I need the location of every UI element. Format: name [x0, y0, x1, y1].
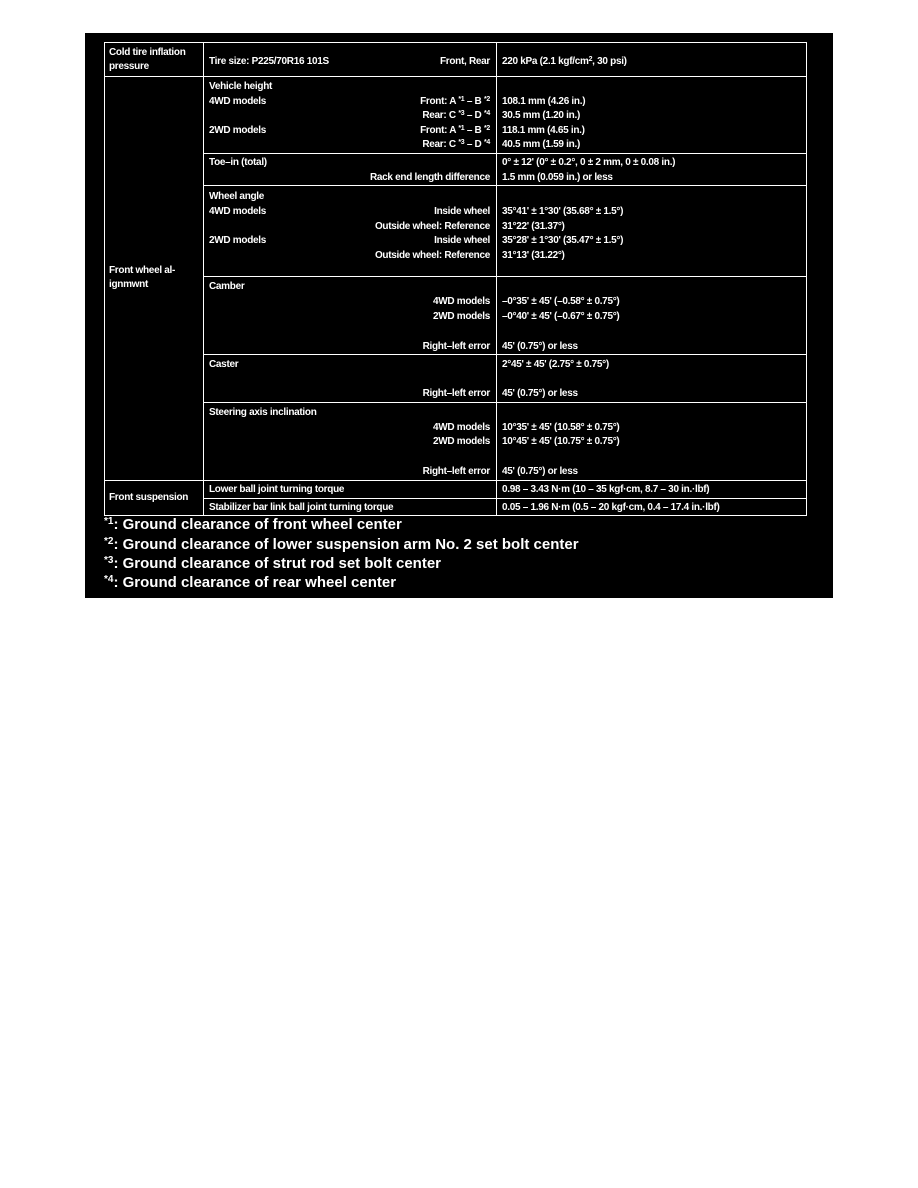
lower-ball-joint-value: 0.98 – 3.43 N·m (10 – 35 kgf·cm, 8.7 – 30 in.·lbf) — [502, 484, 710, 495]
steering-axis-right-left-value: 45' (0.75°) or less — [502, 466, 578, 477]
column-divider-2 — [496, 43, 497, 515]
wheel-angle-4wd-inside: Inside wheel — [434, 206, 490, 217]
toe-in-label: Toe–in (total) — [209, 157, 267, 168]
rack-end-label: Rack end length difference — [369, 172, 490, 183]
vehicle-height-2wd-rear-value: 40.5 mm (1.59 in.) — [502, 139, 580, 150]
vehicle-height-4wd-rear: Rear: C $^{*3}$ – D $^{*4}$ — [422, 110, 490, 121]
steering-axis-right-left-error: Right–left error — [422, 466, 490, 477]
camber-heading: Camber — [209, 281, 245, 292]
camber-4wd-value: –0°35' ± 45' (–0.58° ± 0.75°) — [502, 296, 620, 307]
stabilizer-link-value: 0.05 – 1.96 N·m (0.5 – 20 kgf·cm, 0.4 – 17.4 in.·lbf) — [502, 502, 720, 513]
row-divider-wheel-angle — [203, 276, 806, 277]
caster-heading: Caster — [209, 359, 239, 370]
wheel-angle-2wd-outside-value: 31°13' (31.22°) — [502, 250, 565, 261]
camber-2wd-value: –0°40' ± 45' (–0.67° ± 0.75°) — [502, 311, 620, 322]
steering-axis-2wd: 2WD models — [432, 436, 490, 447]
steering-axis-2wd-value: 10°45' ± 45' (10.75° ± 0.75°) — [502, 436, 620, 447]
footnote-4: $^{*4}$: Ground clearance of rear wheel center — [104, 574, 397, 591]
front-wheel-alignment-label-line1: Front wheel al- — [109, 265, 176, 276]
specification-table — [104, 42, 807, 516]
wheel-angle-heading: Wheel angle — [209, 191, 265, 202]
front-suspension-label: Front suspension — [109, 492, 189, 503]
wheel-angle-4wd-outside-value: 31°22' (31.37°) — [502, 221, 565, 232]
toe-in-value: 0° ± 12' (0° ± 0.2°, 0 ± 2 mm, 0 ± 0.08 in.) — [502, 157, 676, 168]
wheel-angle-2wd-outside: Outside wheel: Reference — [374, 250, 490, 261]
wheel-angle-2wd-inside: Inside wheel — [434, 235, 490, 246]
vehicle-height-2wd: 2WD models — [209, 125, 267, 136]
vehicle-height-2wd-front: Front: A $^{*1}$ – B $^{*2}$ — [420, 125, 490, 136]
wheel-angle-4wd-outside: Outside wheel: Reference — [374, 221, 490, 232]
front-wheel-alignment-label-line2: ignmwnt — [109, 279, 149, 290]
wheel-angle-2wd-inside-value: 35°28' ± 1°30' (35.47° ± 1.5°) — [502, 235, 624, 246]
caster-right-left-value: 45' (0.75°) or less — [502, 388, 578, 399]
camber-2wd: 2WD models — [432, 311, 490, 322]
camber-right-left-value: 45' (0.75°) or less — [502, 341, 578, 352]
caster-right-left-error: Right–left error — [422, 388, 490, 399]
vehicle-height-4wd: 4WD models — [209, 96, 267, 107]
footnote-1: $^{*1}$: Ground clearance of front wheel center — [104, 516, 402, 533]
row-divider-suspension — [203, 498, 806, 499]
vehicle-height-4wd-rear-value: 30.5 mm (1.20 in.) — [502, 110, 580, 121]
cold-tire-label-line2: pressure — [109, 61, 149, 72]
wheel-angle-4wd: 4WD models — [209, 206, 267, 217]
tire-size: Tire size: P225/70R16 101S — [209, 56, 329, 67]
lower-ball-joint-label: Lower ball joint turning torque — [209, 484, 345, 495]
vehicle-height-2wd-front-value: 118.1 mm (4.65 in.) — [502, 125, 585, 136]
spec-document-panel — [85, 33, 833, 598]
footnote-2: $^{*2}$: Ground clearance of lower suspension arm No. 2 set bolt center — [104, 536, 579, 553]
row-divider-camber — [203, 354, 806, 355]
vehicle-height-heading: Vehicle height — [209, 81, 273, 92]
row-divider-vehicle-height — [203, 153, 806, 154]
row-divider-toe-in — [203, 185, 806, 186]
rack-end-value: 1.5 mm (0.059 in.) or less — [502, 172, 613, 183]
wheel-angle-2wd: 2WD models — [209, 235, 267, 246]
wheel-angle-4wd-inside-value: 35°41' ± 1°30' (35.68° ± 1.5°) — [502, 206, 624, 217]
vehicle-height-4wd-front-value: 108.1 mm (4.26 in.) — [502, 96, 586, 107]
row-divider-caster — [203, 402, 806, 403]
caster-value: 2°45' ± 45' (2.75° ± 0.75°) — [502, 359, 609, 370]
row-divider-cold-tire — [105, 76, 806, 77]
stabilizer-link-label: Stabilizer bar link ball joint turning torque — [209, 502, 394, 513]
footnote-3: $^{*3}$: Ground clearance of strut rod set bolt center — [104, 555, 442, 572]
tire-position: Front, Rear — [439, 56, 490, 67]
tire-pressure-value: 220 kPa (2.1 kgf/$cm^2$, 30 psi) — [502, 56, 627, 67]
camber-4wd: 4WD models — [432, 296, 490, 307]
camber-right-left-error: Right–left error — [422, 341, 490, 352]
vehicle-height-4wd-front: Front: A $^{*1}$ – B $^{*2}$ — [420, 96, 490, 107]
column-divider-1 — [203, 43, 204, 515]
row-divider-alignment — [105, 480, 806, 481]
cold-tire-label-line1: Cold tire inflation — [109, 47, 186, 58]
steering-axis-4wd: 4WD models — [432, 422, 490, 433]
steering-axis-4wd-value: 10°35' ± 45' (10.58° ± 0.75°) — [502, 422, 620, 433]
steering-axis-heading: Steering axis inclination — [209, 407, 317, 418]
vehicle-height-2wd-rear: Rear: C $^{*3}$ – D $^{*4}$ — [422, 139, 490, 150]
